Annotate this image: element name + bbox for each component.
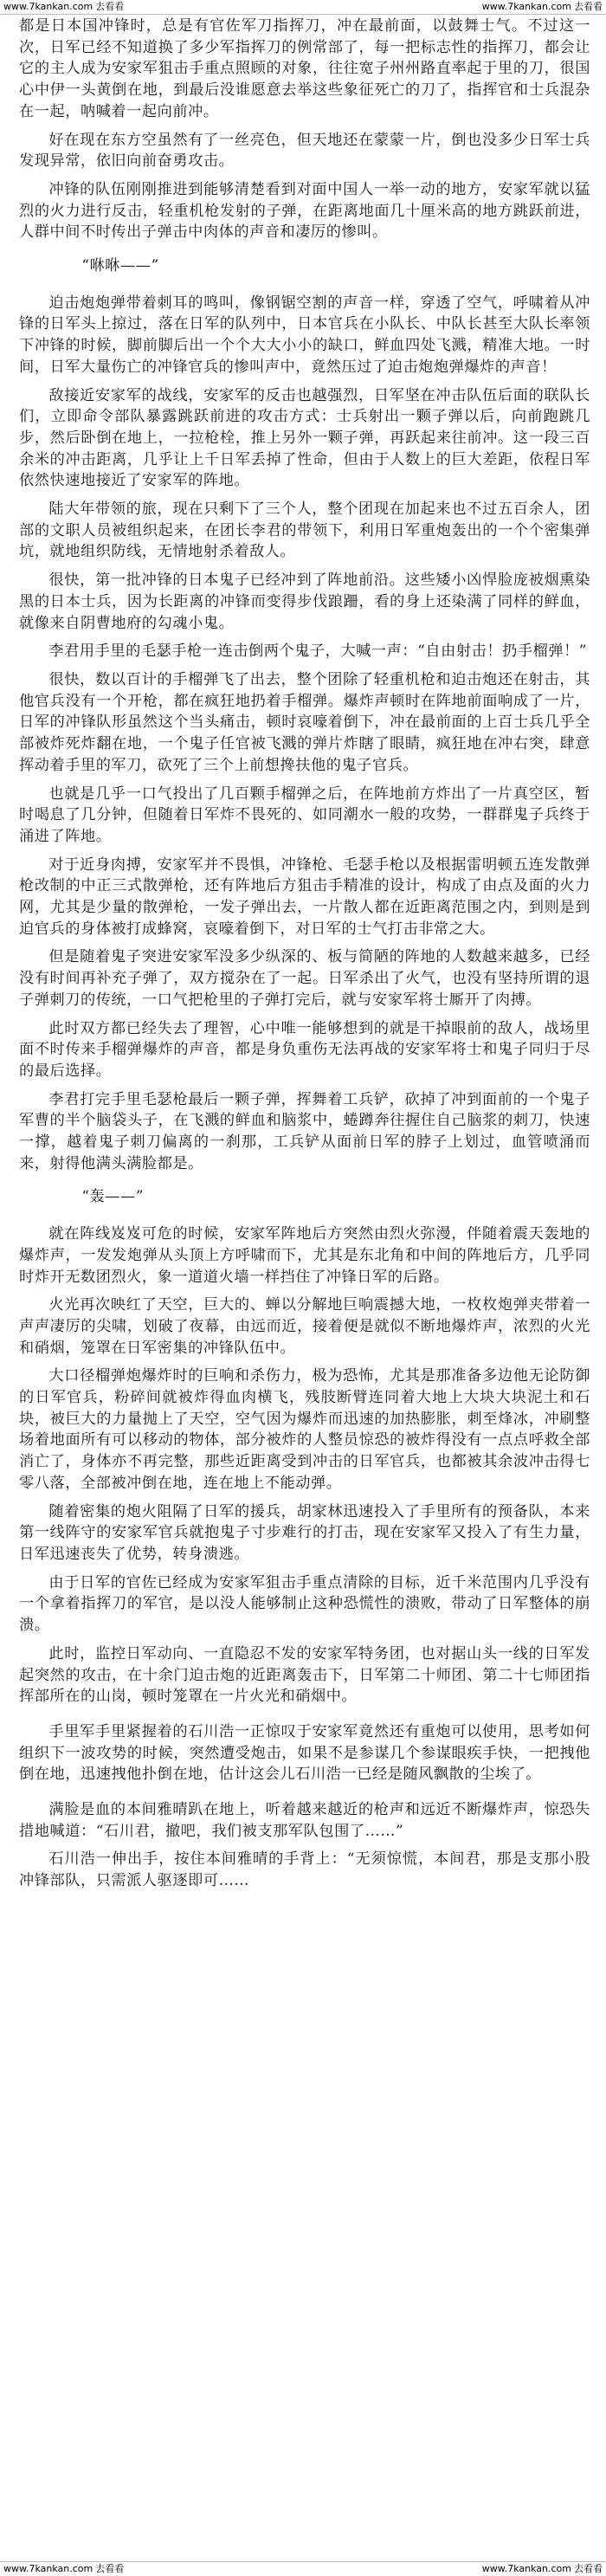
paragraph: 石川浩一伸出手，按住本间雅晴的手背上：“无须惊慌，本间君，那是支那小股冲锋部队，只需派人驱逐即可…… <box>19 1850 590 1890</box>
paragraph: 大口径榴弹炮爆炸时的巨响和杀伤力，极为恐怖，尤其是那准备多边他无论防御的日军官兵，粉碎间就被炸得血肉横飞，残肢断臂连同着大地上大块大块泥土和石块，被巨大的力量抛上了天空，空气因为爆炸而迅速的加热膨胀，刺至烽冰，冲刷整场着地面所有可以移动的物体，部分被炸的人整员惊恐的被炸得没有一点点呼救全部消亡了，身体亦不再完整，那些近距离受到冲击的日军官兵，也都被其余波冲击得七零八落，全部被冲倒在地，连在地上不能动弹。 <box>19 1367 590 1492</box>
bottom-site-brand-right: 去看看 <box>574 2563 603 2574</box>
paragraph: 很快，第一批冲锋的日本鬼子已经冲到了阵地前沿。这些矮小凶悍脸庞被烟熏染黑的日本士兵，因为长距离的冲锋而变得步伐踉跚，看的身上还染满了同样的鲜血，就像来自阴曹地府的勾魂小鬼。 <box>19 571 590 632</box>
top-watermark-left <box>3 0 124 14</box>
chapter-body <box>19 16 590 1899</box>
top-watermark-right <box>482 0 603 14</box>
paragraph: 迫击炮炮弹带着刺耳的鸣叫，像钢锯空割的声音一样，穿透了空气，呼啸着从冲锋的日军头上掠过，落在日军的队列中，日本官兵在小队长、中队长甚至大队长率领下冲锋的时候，脚前脚后出一个个大大小小的缺口，鲜血四处飞溅，精准大地。一时间，日军大量伤亡的冲锋官兵的惨叫声中，竟然压过了迫击炮炮弹爆炸的声音！ <box>19 294 590 376</box>
novel-page <box>0 14 606 2562</box>
paragraph: 由于日军的官佐已经成为安家军狙击手重点清除的目标，近千米范围内几乎没有一个拿着指挥刀的军官，是以没人能够制止这种恐慌性的溃败，带动了日军整体的崩溃。 <box>19 1573 590 1635</box>
top-site-brand: 去看看 <box>95 1 125 12</box>
top-site-brand-right: 去看看 <box>574 1 603 12</box>
paragraph: 李君用手里的毛瑟手枪一连击倒两个鬼子，大喊一声：“自由射击！扔手榴弹！” <box>48 642 588 661</box>
paragraph: 就在阵线岌岌可危的时候，安家军阵地后方突然由烈火弥漫，伴随着震天轰地的爆炸声，一发发炮弹从头顶上方呼啸而下，尤其是东北角和中间的阵地后方，几乎同时炸开无数团烈火，象一道道火墙一样挡住了冲锋日军的后路。 <box>19 1225 590 1286</box>
top-divider <box>0 14 606 15</box>
paragraph: 陆大年带领的旅，现在只剩下了三个人，整个团现在加起来也不过五百余人，团部的文职人员被组织起来，在团长李君的带领下，利用日军重炮轰出的一个个密集弹坑，就地组织防线，无情地射杀着敌人。 <box>19 500 590 561</box>
paragraph: 随着密集的炮火阻隔了日军的援兵，胡家林迅速投入了手里所有的预备队，本来第一线阵守的安家军官兵就抱鬼子寸步难行的打击，现在安家军又投入了有生力量，日军迅速丧失了优势，转身溃逃。 <box>19 1502 590 1563</box>
top-site-url-right: www.7kankan.com <box>481 1 571 12</box>
top-site-url: www.7kankan.com <box>3 1 93 12</box>
paragraph: 此时，监控日军动向、一直隐忍不发的安家军特务团，也对据山头一线的日军发起突然的攻击，在十余门迫击炮的近距离轰击下，日军第二十师团、第二十七师团指挥部所在的山岗，顿时笼罩在一片火光和硝烟中。 <box>19 1644 590 1706</box>
paragraph: 冲锋的队伍刚刚推进到能够清楚看到对面中国人一举一动的地方，安家军就以猛烈的火力进行反击，轻重机枪发射的子弹，在距离地面几十厘米高的地方跳跃前进，人群中间不时传出子弹击中肉体的声音和凄厉的惨叫。 <box>19 180 590 242</box>
bottom-site-url-right: www.7kankan.com <box>481 2563 571 2574</box>
sound-effect-line: “咻咻——” <box>81 257 159 275</box>
bottom-watermark-left <box>3 2562 124 2576</box>
sound-effect-line: “轰——” <box>81 1188 145 1206</box>
paragraph: 好在现在东方空虽然有了一丝亮色，但天地还在蒙蒙一片，倒也没多少日军士兵发现异常，依旧向前奋勇攻击。 <box>19 131 590 171</box>
paragraph: 满脸是血的本间雅晴趴在地上，听着越来越近的枪声和远近不断爆炸声，惊恐失措地喊道：“石川君，撤吧，我们被支那军队包围了……” <box>19 1801 590 1840</box>
bottom-site-brand: 去看看 <box>95 2563 125 2574</box>
paragraph: 敌接近安家军的战线，安家军的反击也越强烈，日军坚在冲击队伍后面的联队长们，立即命令部队暴露跳跃前进的攻击方式：士兵射出一颗子弹以后，向前跑跳几步，然后卧倒在地上，一拉枪栓，推上另外一颗子弹，再跃起来往前冲。这一段三百余米的冲击距离，几乎让上千日军丢掉了性命，但由于人数上的巨大差距，依程日军依然快速地接近了安家军的阵地。 <box>19 386 590 490</box>
paragraph: 都是日本国冲锋时，总是有官佐军刀指挥刀，冲在最前面，以鼓舞士气。不过这一次，日军已经不知道换了多少军指挥刀的例常部了，每一把标志性的指挥刀，都会让它的主人成为安家军狙击手重点照顾的对象，往往宽子州州路直率起于里的刀，很国心中伊一头黄倒在地，到最后没谁愿意去举这些象征死亡的刀了，指挥官和士兵混杂在一起，呐喊着一起向前冲。 <box>19 17 590 120</box>
bottom-watermark-bar <box>0 2562 606 2576</box>
paragraph: 但是随着鬼子突进安家军没多少纵深的、板与简陋的阵地的人数越来越多，已经没有时间再补充子弹了，双方搅杂在了一起。日军杀出了火气，也没有坚持所谓的退子弹刺刀的传统，一口气把枪里的子弹打完后，就与安家军将士厮开了肉搏。 <box>19 948 590 1009</box>
bottom-watermark-right <box>482 2562 603 2576</box>
paragraph: 很快，数以百计的手榴弹飞了出去，整个团除了轻重机枪和迫击炮还在射击，其他官兵没有一个开枪，都在疯狂地扔着手榴弹。爆炸声顿时在阵地前面响成了一片，日军的冲锋队形虽然这个当头痛击，顿时哀嚎着倒下，冲在最前面的上百士兵几乎全部被炸死炸翻在地，一个鬼子任官被飞溅的弹片炸瞎了眼睛，疯狂地在冲右突，肆意挥动着手里的军刀，砍死了三个上前想搀扶他的鬼子官兵。 <box>19 670 590 774</box>
paragraph: 李君打完手里毛瑟枪最后一颗子弹，挥舞着工兵铲，砍掉了冲到面前的一个鬼子军曹的半个脑袋头子，在飞溅的鲜血和脑浆中，蜷蹲奔往握住自己脑浆的刺刀，快速一撑，越着鬼子刺刀偏离的一刹那，工兵铲从面前日军的脖子上划过，血管喷涌而来，射得他满头满脸都是。 <box>19 1090 590 1172</box>
paragraph: 火光再次映红了天空，巨大的、蝉以分解地巨响震撼大地，一枚枚炮弹夹带着一声声凄厉的尖啸，划破了夜幕，由远而近，接着便是就似不断地爆炸声，浓烈的火光和硝烟，笼罩在日军密集的冲锋队伍中。 <box>19 1296 590 1357</box>
paragraph: 也就是几乎一口气投出了几百颗手榴弹之后，在阵地前方炸出了一片真空区，暂时喝息了几分钟，但随着日军炸不畏死的、如同潮水一般的攻势，一群群鬼子兵终于涌进了阵地。 <box>19 784 590 845</box>
paragraph: 手里军手里紧握着的石川浩一正惊叹于安家军竟然还有重炮可以使用，思考如何组织下一波攻势的时候，突然遭受炮击，如果不是参谋几个参谋眼疾手快，一把拽他倒在地，迅速拽他扑倒在地，估计这会儿石川浩一已经是随风飘散的尘埃了。 <box>19 1722 590 1784</box>
top-watermark-bar <box>0 0 606 14</box>
paragraph: 此时双方都已经失去了理智，心中唯一能够想到的就是干掉眼前的敌人，战场里面不时传来手榴弹爆炸的声音，都是身负重伤无法再战的安家军将士和鬼子同归于尽的最后选择。 <box>19 1019 590 1080</box>
paragraph: 对于近身肉搏，安家军并不畏惧，冲锋枪、毛瑟手枪以及根据雷明顿五连发散弹枪改制的中正三式散弹枪，还有阵地后方狙击手精准的设计，构成了由点及面的火力网，尤其是少量的散弹枪，一发子弹出去，一片散人都在近距离范围之内，到则是到迫官兵的身体被打成蜂窝，哀嚎着倒下，对日军的士气打击非常之大。 <box>19 855 590 938</box>
bottom-site-url: www.7kankan.com <box>3 2563 93 2574</box>
